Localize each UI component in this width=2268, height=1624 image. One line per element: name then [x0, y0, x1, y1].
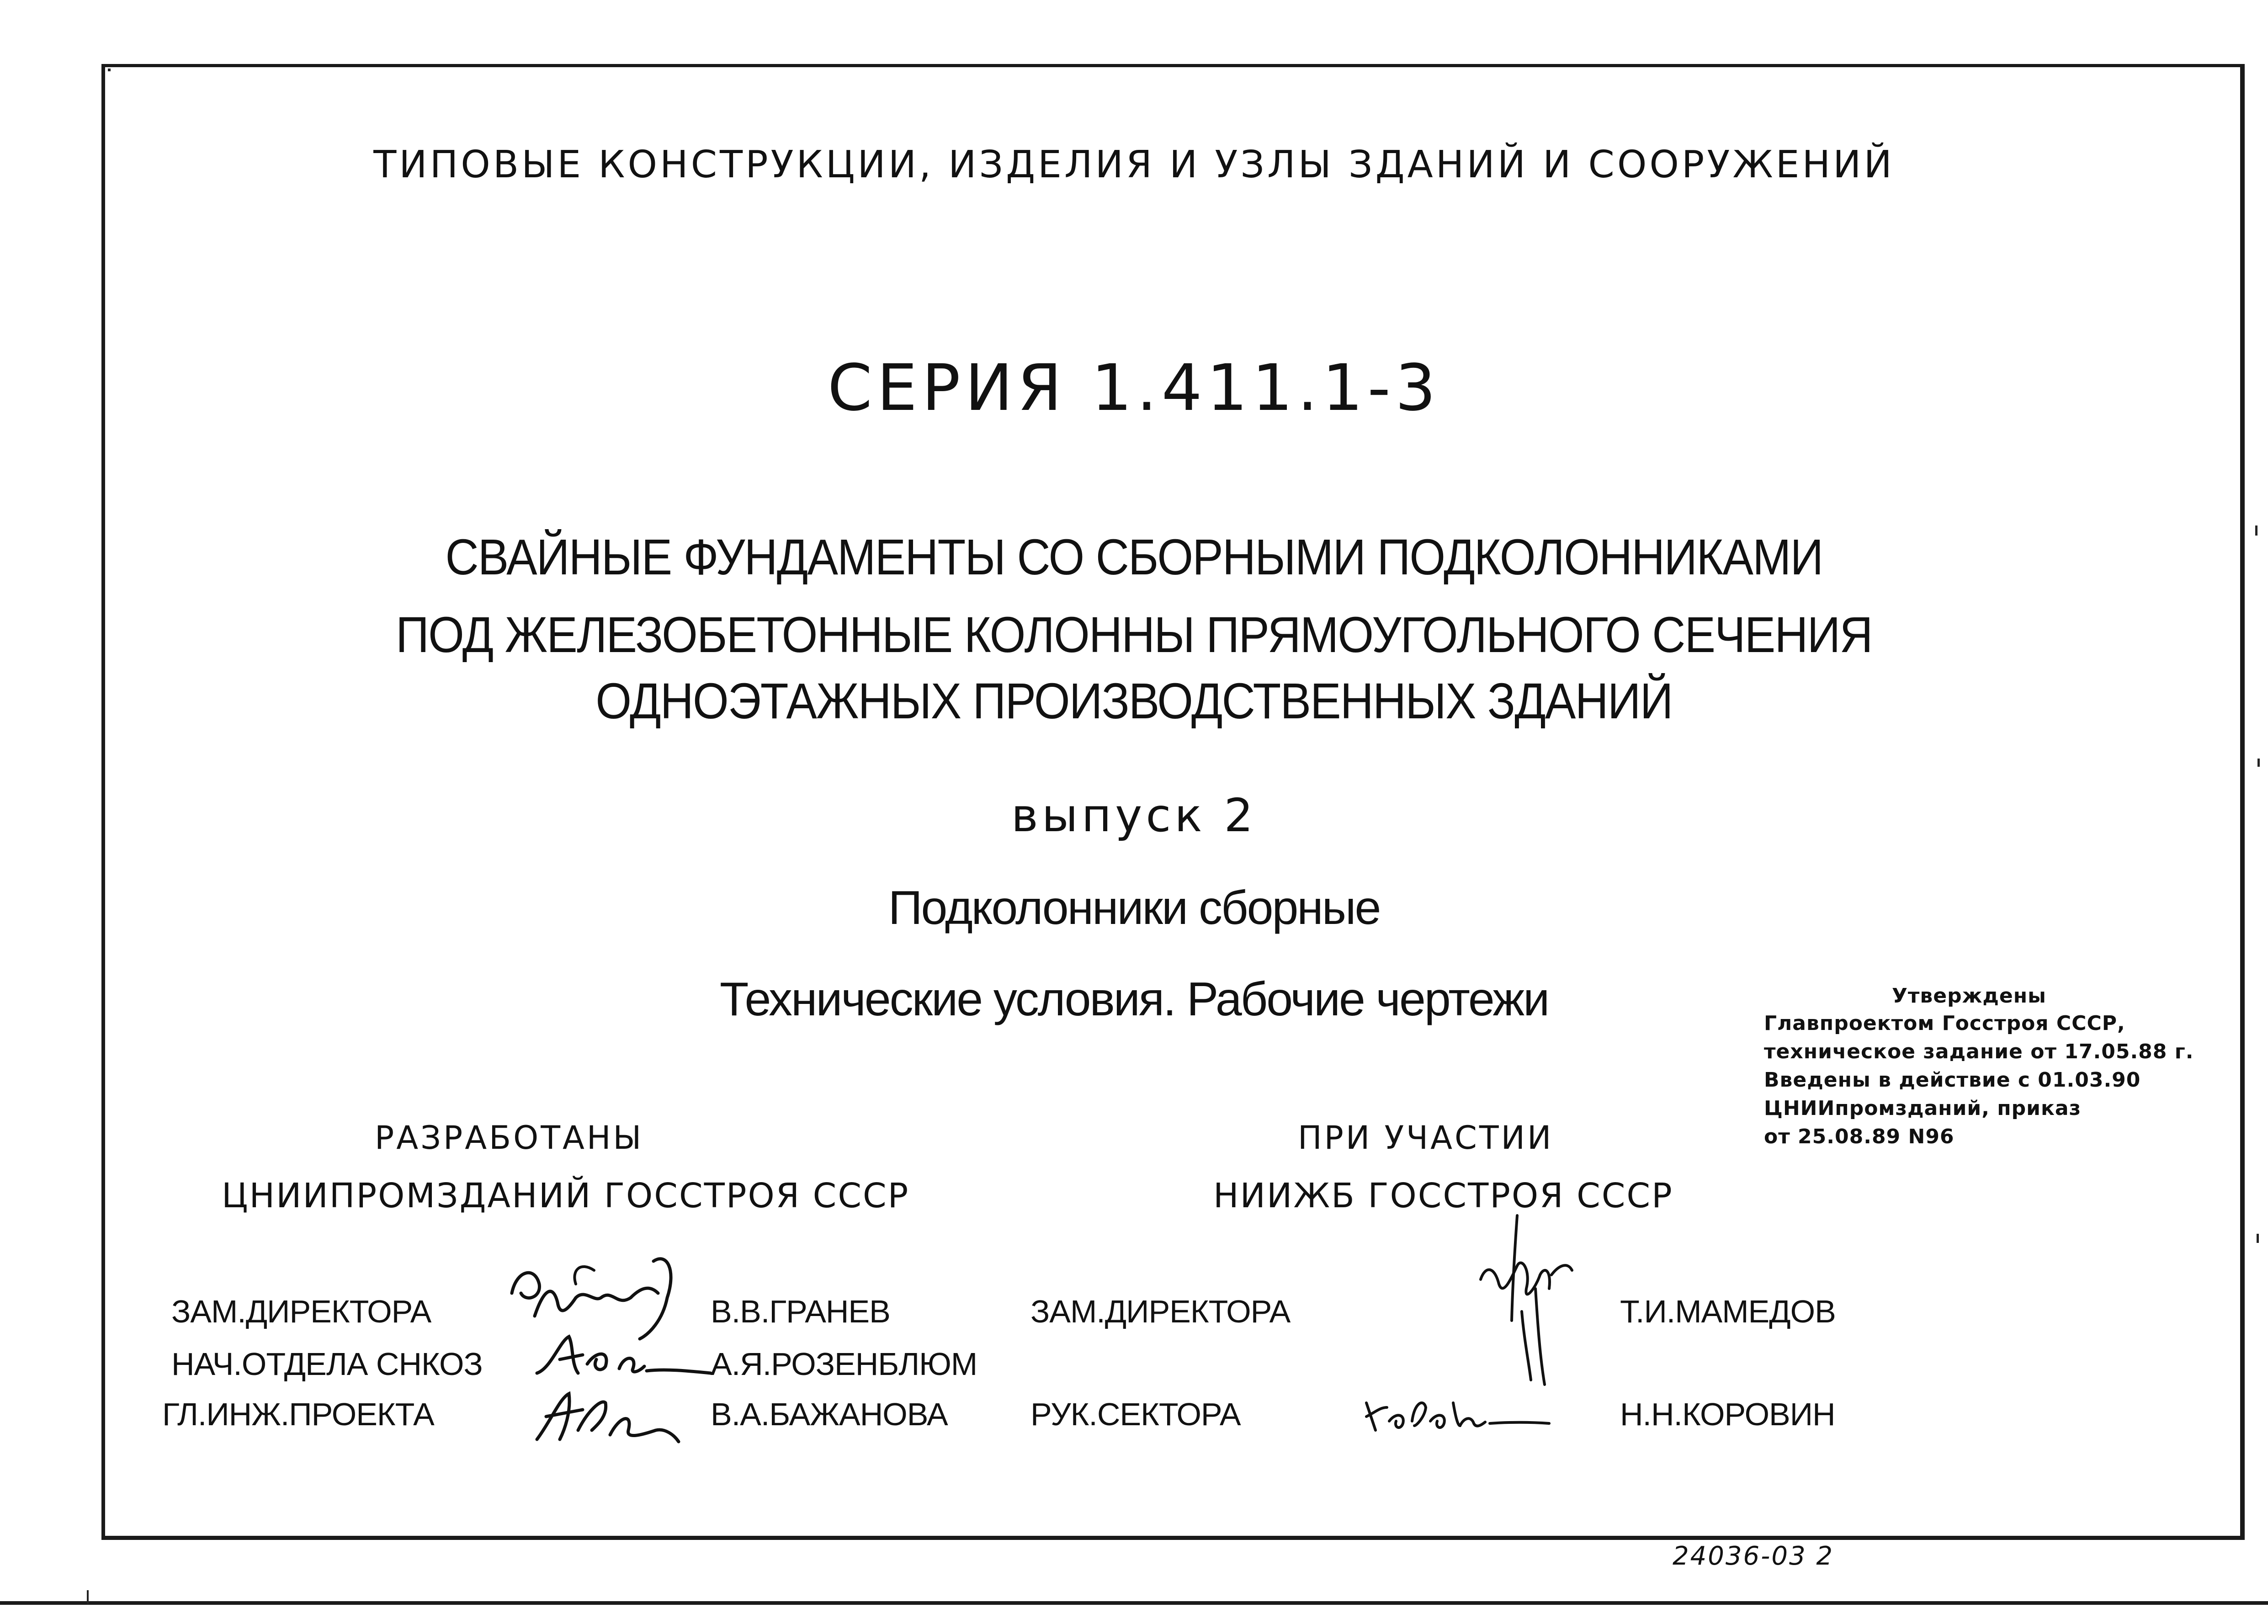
scan-speck [2257, 759, 2260, 767]
developed-label: РАЗРАБОТАНЫ [375, 1119, 644, 1157]
scan-speck [2255, 525, 2257, 536]
scan-speck [108, 69, 111, 71]
approval-line-5: от 25.08.89 N96 [1764, 1125, 1955, 1148]
signatory-name: В.В.ГРАНЕВ [711, 1294, 890, 1329]
approval-line-3: Введены в действие с 01.03.90 [1764, 1068, 2141, 1092]
signature-rozenblyum [532, 1327, 715, 1387]
signature-bazhanova [528, 1385, 683, 1449]
subtitle-1: Подколонники сборные [888, 881, 1380, 934]
approval-line-2: техническое задание от 17.05.88 г. [1764, 1040, 2194, 1063]
approval-line-0: Утверждены [1892, 984, 2046, 1008]
issue-number: выпуск 2 [1011, 789, 1257, 842]
scan-speck [87, 1590, 89, 1604]
scan-speck [2257, 1234, 2259, 1243]
signatory-name: В.А.БАЖАНОВА [711, 1396, 948, 1432]
document-number: 24036-03 2 [1673, 1541, 1834, 1571]
subtitle-2: Технические условия. Рабочие чертежи [719, 973, 1549, 1026]
signatory-position: ЗАМ.ДИРЕКТОРА [171, 1294, 431, 1329]
developed-org: ЦНИИПРОМЗДАНИЙ ГОССТРОЯ СССР [222, 1176, 910, 1215]
approval-line-1: Главпроектом Госстроя СССР, [1764, 1012, 2125, 1035]
signature-mamedov [1467, 1211, 1586, 1389]
signatory-name: Т.И.МАМЕДОВ [1620, 1294, 1836, 1329]
title-line-1: СВАЙНЫЕ ФУНДАМЕНТЫ СО СБОРНЫМИ ПОДКОЛОННИКАМИ [445, 529, 1823, 585]
title-line-2: ПОД ЖЕЛЕЗОБЕТОННЫЕ КОЛОННЫ ПРЯМОУГОЛЬНОГО СЕЧЕНИЯ [396, 607, 1872, 663]
title-line-3: ОДНОЭТАЖНЫХ ПРОИЗВОДСТВЕННЫХ ЗДАНИЙ [595, 673, 1673, 729]
signatory-position: НАЧ.ОТДЕЛА СНКОЗ [171, 1346, 483, 1382]
signatory-position: ГЛ.ИНЖ.ПРОЕКТА [162, 1396, 434, 1432]
approval-line-4: ЦНИИпромзданий, приказ [1764, 1097, 2082, 1120]
series-number: СЕРИЯ 1.411.1-3 [827, 351, 1441, 425]
header-top-line: ТИПОВЫЕ КОНСТРУКЦИИ, ИЗДЕЛИЯ И УЗЛЫ ЗДАНИЙ И СООРУЖЕНИЙ [373, 143, 1895, 186]
sheet-bottom-edge [0, 1601, 2268, 1605]
participation-label: ПРИ УЧАСТИИ [1298, 1119, 1554, 1157]
signatory-name: А.Я.РОЗЕНБЛЮМ [711, 1346, 977, 1382]
signatory-position: ЗАМ.ДИРЕКТОРА [1030, 1294, 1291, 1329]
signatory-name: Н.Н.КОРОВИН [1620, 1396, 1835, 1432]
signatory-position: РУК.СЕКТОРА [1030, 1396, 1241, 1432]
signature-korovin [1362, 1389, 1554, 1439]
participation-org: НИИЖБ ГОССТРОЯ СССР [1213, 1176, 1673, 1215]
